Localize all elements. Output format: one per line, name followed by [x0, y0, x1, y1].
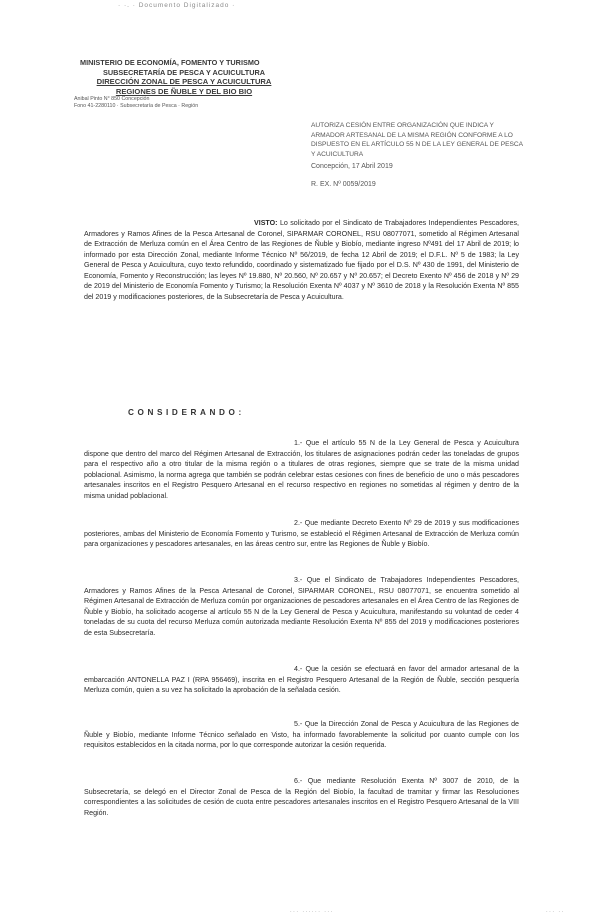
considerando-3: [84, 575, 519, 638]
place-date: Concepción, 17 Abril 2019: [311, 163, 393, 170]
letterhead-regions: REGIONES DE ÑUBLE Y DEL BIO BIO: [115, 86, 253, 96]
considerando-1-text: 1.- Que el artículo 55 N de la Ley General de Pesca y Acuicultura dispone que dentro del marco del Régimen Artesanal de Extracción, los titulares de asignaciones podrán ceder las toneladas de grupos para el respectivo año a otro titular de la misma región o a titulares de otras regiones, siempre que se trate de la misma unidad poblacional. Asimismo, la norma agrega que también se podrán celebrar estas cesiones con fines de beneficio de uno o más pescadores artesanales inscritos en el Registro Pesquero Artesanal en el recurso respectivo en regiones no sometidas al régimen y dentro de la misma unidad poblacional.: [84, 439, 519, 500]
letterhead-ministry: MINISTERIO DE ECONOMÍA, FOMENTO Y TURISMO: [80, 58, 260, 67]
considerando-5-text: 5.- Que la Dirección Zonal de Pesca y Acuicultura de las Regiones de Ñuble y Biobío, mediante Informe Técnico señalado en Visto, ha informado favorablemente la solicitud por cuanto cumple con los requisitos establecidos en la citada norma, por lo que corresponde autorizar la cesión requerida.: [84, 720, 519, 750]
footer-left-marks: ··· ······ ···: [290, 909, 334, 915]
considerando-1: [84, 438, 519, 501]
visto-paragraph: [84, 218, 519, 302]
considerando-4: [84, 664, 519, 696]
letterhead-address: Anibal Pinto N° 850 Concepción: [74, 96, 150, 103]
considerando-2: [84, 518, 519, 550]
footer-right-marks: ··· ··: [546, 909, 565, 915]
visto-label: VISTO:: [254, 219, 278, 227]
considerando-4-text: 4.- Que la cesión se efectuará en favor del armador artesanal de la embarcación ANTONELLA PAZ I (RPA 956469), inscrita en el Registro Pesquero Artesanal de la Región de Ñuble, sección pesquería Merluza común, quien a su vez ha solicitado la aprobación de la señalada cesión.: [84, 665, 519, 695]
letterhead-direction: DIRECCIÓN ZONAL DE PESCA Y ACUICULTURA: [96, 77, 272, 87]
letterhead-contact: Fono 41-2280110 · Subsecretaría de Pesca · Región: [74, 103, 199, 110]
visto-text: Lo solicitado por el Sindicato de Trabajadores Independientes Pescadores, Armadores y Ramos Afines de la Pesca Artesanal de Coronel, SIPARMAR CORONEL, RSU 08077071, sometido al Régimen Artesanal de Extracción de Merluza común en el Área Centro de las Regiones de Ñuble y Biobío, mediante ingreso Nº491 del 17 Abril de 2019; lo informado por esta Dirección Zonal, mediante Informe Técnico Nº 56/2019, de fecha 12 Abril de 2019; el D.F.L. Nº 5 de 1983; la Ley General de Pesca y Acuicultura, cuyo texto refundido, coordinado y sistematizado fue fijado por el D.S. Nº 430 de 1991, del Ministerio de Economía, Fomento y Reconstrucción; las leyes Nº 19.880, Nº 20.560, Nº 20.657 y Nº 20.657; el Decreto Exento Nº 456 de 2018 y Nº 29 de 2019 del Ministerio de Economía Fomento y Turismo; la Resolución Exenta Nº 4037 y Nº 3610 de 2018 y la Resolución Exenta Nº 855 del 2019 y modificaciones posteriores, de la Subsecretaría de Pesca y Acuicultura.: [84, 219, 519, 301]
digitization-stamp: · ·. · Documento Digitalizado ·: [118, 2, 236, 9]
considerando-5: [84, 719, 519, 751]
letterhead-subsecretariat: SUBSECRETARÍA DE PESCA Y ACUICULTURA: [102, 67, 266, 77]
letterhead: [74, 58, 294, 110]
considerando-3-text: 3.- Que el Sindicato de Trabajadores Independientes Pescadores, Armadores y Ramos Afines de la Pesca Artesanal de Coronel, SIPARMAR CORONEL, RSU 08077071, se encuentra sometido al Régimen Artesanal de Extracción de Merluza común por organizaciones de pescadores artesanales en el Área Centro de las Regiones de Ñuble y Biobío, ha solicitado acogerse al artículo 55 N de la Ley General de Pesca y Acuicultura, manifestando su voluntad de ceder 4 toneladas de su cuota del recurso Merluza común autorizada mediante Resolución Exenta Nº 855 del 2019 y modificaciones posteriores de esta Subsecretaría.: [84, 576, 519, 637]
considerando-heading: CONSIDERANDO:: [128, 408, 245, 417]
considerando-6: [84, 776, 519, 818]
considerando-2-text: 2.- Que mediante Decreto Exento Nº 29 de 2019 y sus modificaciones posteriores, ambas del Ministerio de Economía Fomento y Turismo, se estableció el Régimen Artesanal de Extracción de Merluza común para organizaciones y pescadores artesanales, en las áreas centro sur, entre las Regiones de Ñuble y Biobío.: [84, 519, 519, 549]
resolution-subject: AUTORIZA CESIÓN ENTRE ORGANIZACIÓN QUE INDICA Y ARMADOR ARTESANAL DE LA MISMA REGIÓN CONFORME A LO DISPUESTO EN EL ARTÍCULO 55 N DE LA LEY GENERAL DE PESCA Y ACUICULTURA: [311, 122, 523, 159]
resolution-number: R. EX. Nº 0059/2019: [311, 181, 376, 188]
considerando-6-text: 6.- Que mediante Resolución Exenta Nº 3007 de 2010, de la Subsecretaría, se delegó en el Director Zonal de Pesca de la Región del Biobío, la facultad de tramitar y firmar las Resoluciones correspondientes a las solicitudes de cesión de cuota entre pescadores artesanales inscritos en el Registro Pesquero Artesanal de la VIII Región.: [84, 777, 519, 817]
